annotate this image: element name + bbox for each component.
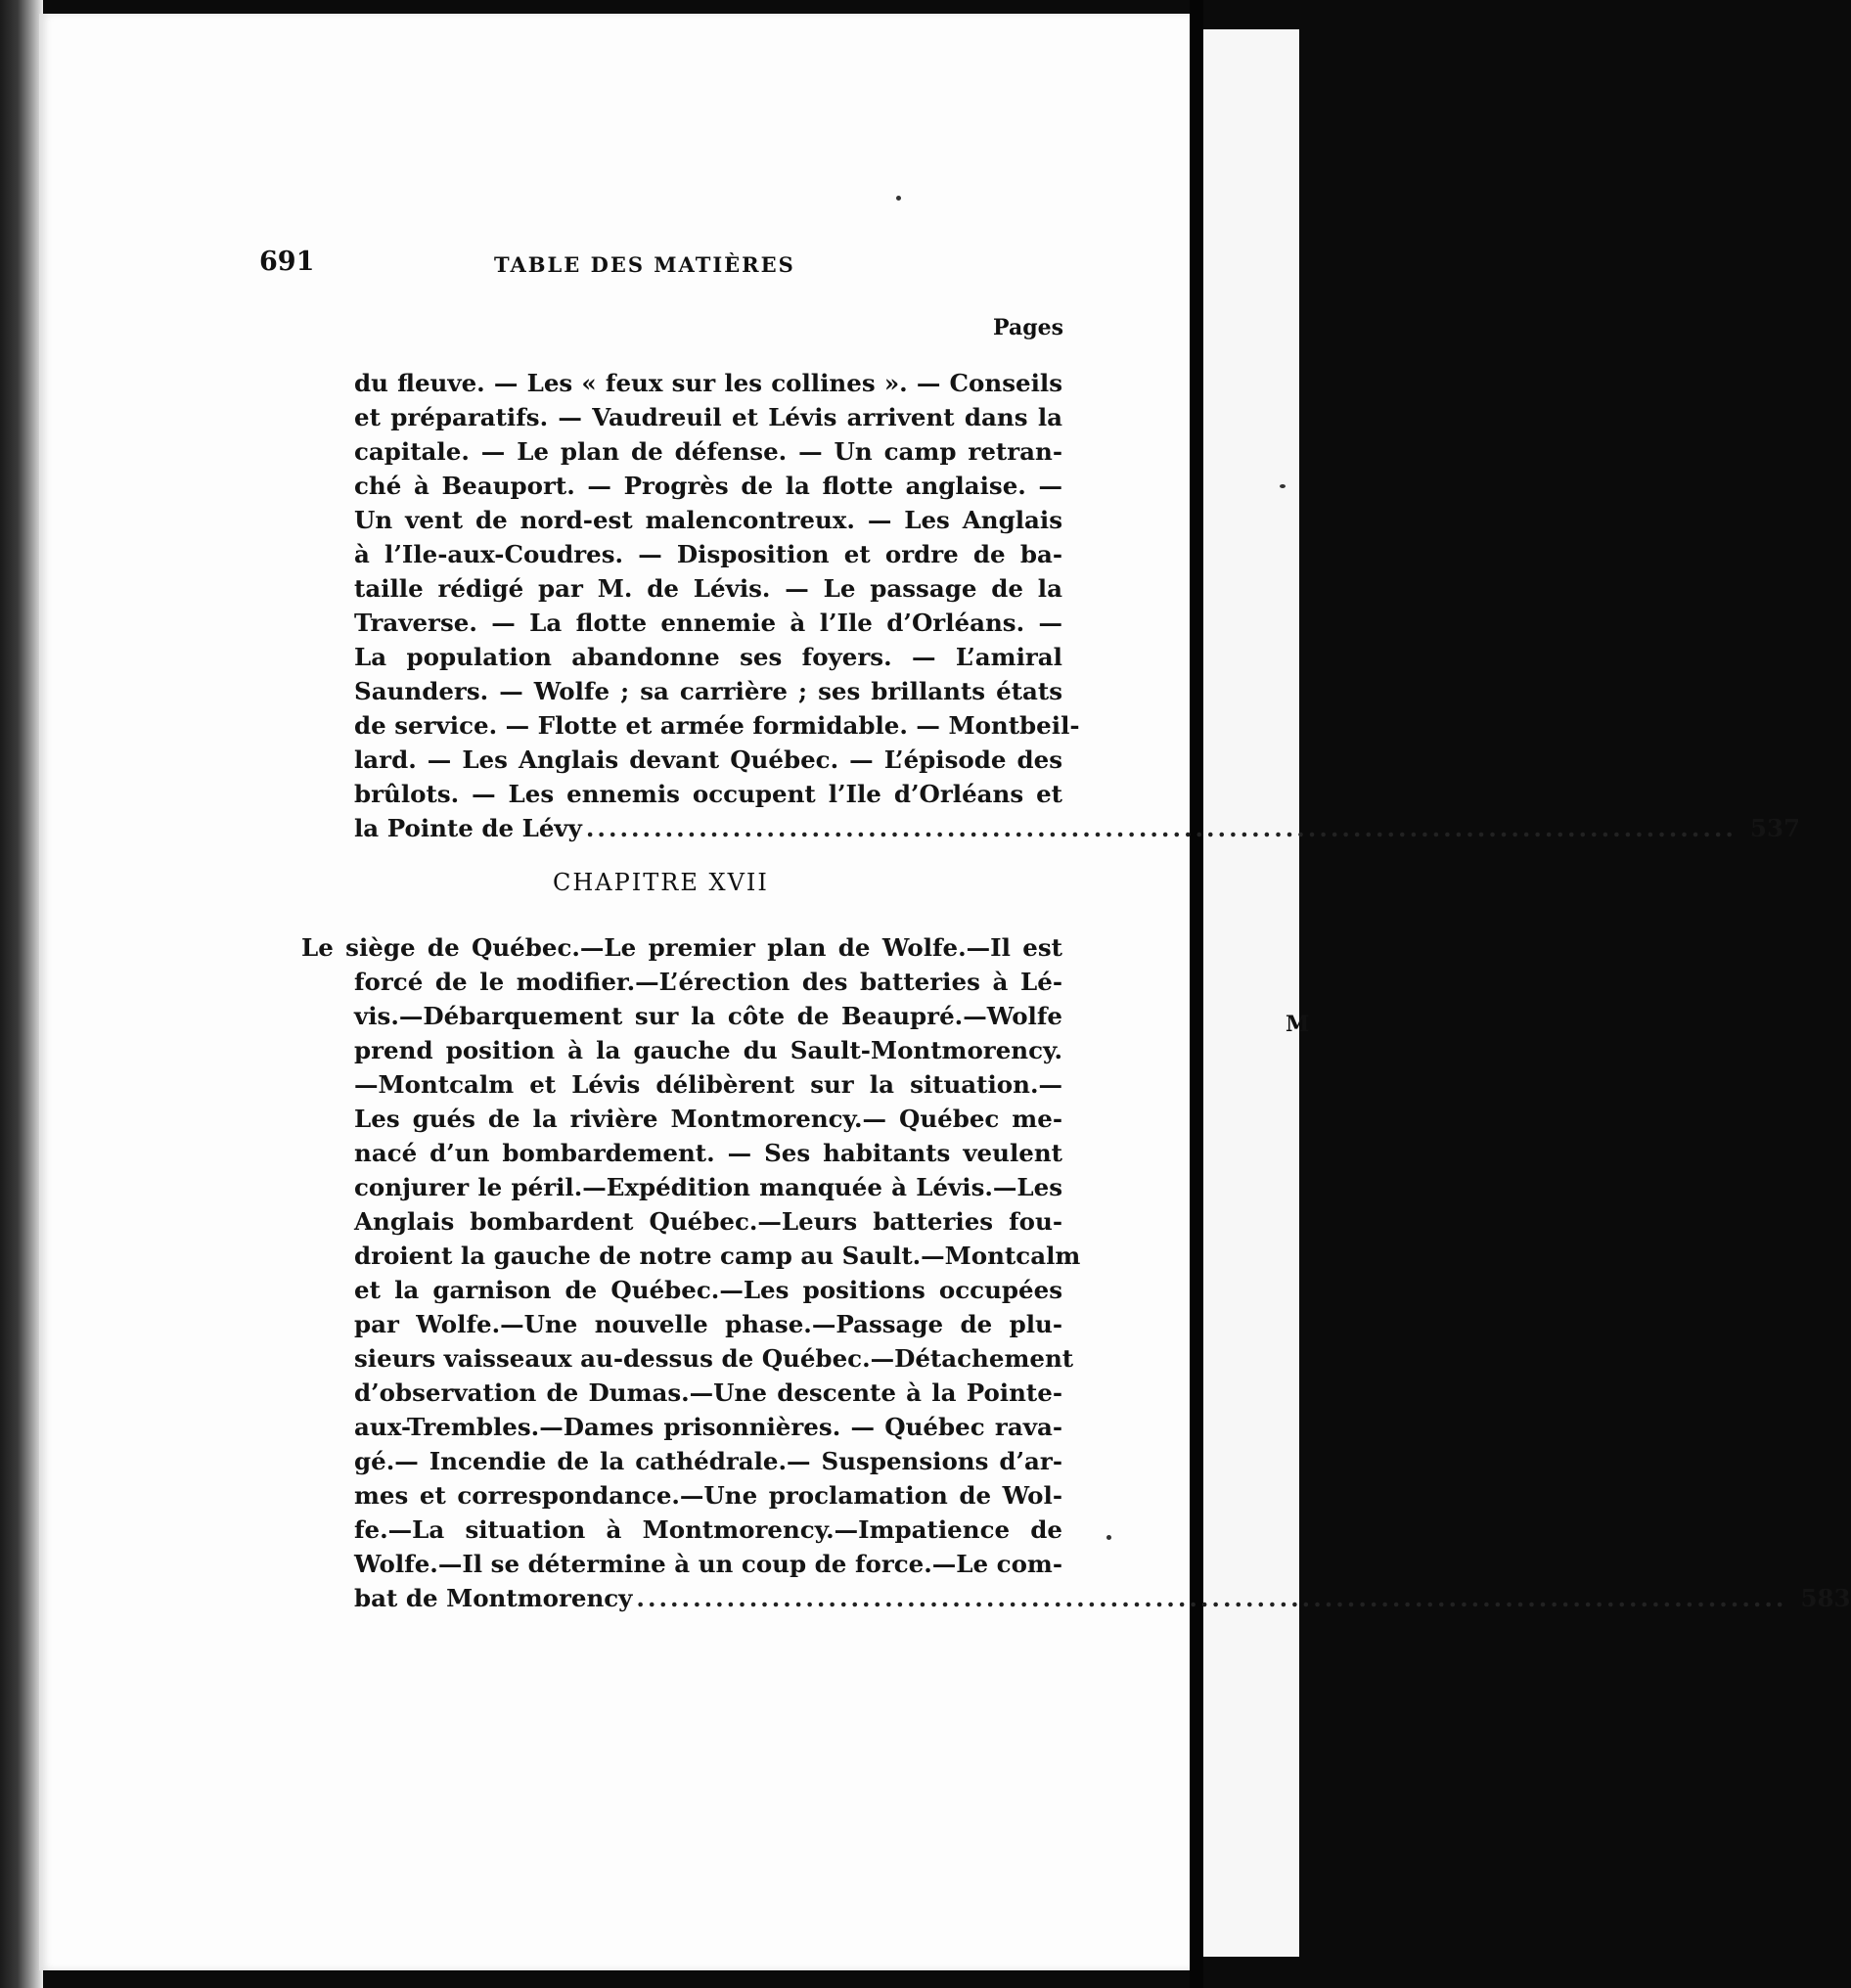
dot-leader: ...................................................................................................... [585, 814, 1737, 842]
page-number: 691 [259, 247, 315, 277]
entry-line: ché à Beauport. — Progrès de la flotte anglaise. — [354, 472, 1062, 500]
entry-line: mes et correspondance.—Une proclamation de Wol- [354, 1481, 1062, 1510]
entry-line: —Montcalm et Lévis délibèrent sur la situation.— [354, 1070, 1062, 1099]
dot-leader: ...................................................................................................... [636, 1584, 1787, 1612]
entry-line: La population abandonne ses foyers. — L’amiral [354, 643, 1062, 671]
entry-line: taille rédigé par M. de Lévis. — Le passage de la [354, 574, 1062, 603]
entry-line: Wolfe.—Il se détermine à un coup de force.—Le com- [354, 1550, 1062, 1578]
toc-entry-chapter-xvii-body [354, 965, 1851, 1615]
print-speck [896, 196, 901, 201]
entry-page-number: 583 [1800, 1584, 1851, 1612]
facing-page [1203, 29, 1310, 1957]
page-header [0, 247, 1299, 286]
entry-line: d’observation de Dumas.—Une descente à la Pointe- [354, 1378, 1062, 1407]
facing-page-letter: M [1286, 1012, 1310, 1037]
entry-line: Saunders. — Wolfe ; sa carrière ; ses brillants états [354, 677, 1062, 705]
entry-line: par Wolfe.—Une nouvelle phase.—Passage de plu- [354, 1310, 1062, 1338]
pages-column-label: Pages [993, 315, 1063, 340]
entry-line: à l’Ile-aux-Coudres. — Disposition et ordre de ba- [354, 540, 1062, 568]
entry-line: de service. — Flotte et armée formidable. — Montbeil- [354, 711, 1080, 740]
entry-line: Anglais bombardent Québec.—Leurs batteries fou- [354, 1207, 1062, 1236]
entry-line: et préparatifs. — Vaudreuil et Lévis arrivent dans la [354, 403, 1062, 431]
entry-line: capitale. — Le plan de défense. — Un camp retran- [354, 437, 1062, 466]
entry-line: bat de Montmorency [354, 1584, 633, 1612]
entry-line: fe.—La situation à Montmorency.—Impatience de [354, 1515, 1062, 1544]
entry-first-line: Le siège de Québec.—Le premier plan de Wolfe.—Il est [301, 933, 1062, 962]
entry-line: droient la gauche de notre camp au Sault.—Montcalm [354, 1242, 1081, 1270]
entry-line: du fleuve. — Les « feux sur les collines ». — Conseils [354, 369, 1062, 397]
entry-line: vis.—Débarquement sur la côte de Beaupré.—Wolfe [354, 1002, 1062, 1030]
book-binding-edge [0, 0, 43, 1988]
entry-line: la Pointe de Lévy [354, 814, 582, 842]
chapter-heading: CHAPITRE XVII [553, 869, 769, 896]
entry-line: gé.— Incendie de la cathédrale.— Suspensions d’ar- [354, 1447, 1062, 1475]
entry-line: Un vent de nord-est malencontreux. — Les Anglais [354, 506, 1062, 534]
entry-line: Traverse. — La flotte ennemie à l’Ile d’Orléans. — [354, 609, 1062, 637]
entry-line: forcé de le modifier.—L’érection des batteries à Lé- [354, 968, 1062, 996]
entry-line: nacé d’un bombardement. — Ses habitants veulent [354, 1139, 1062, 1167]
page-gutter [1190, 0, 1203, 1988]
entry-line: aux-Trembles.—Dames prisonnières. — Québec rava- [354, 1413, 1062, 1441]
entry-last-line [354, 1581, 1851, 1615]
entry-line: sieurs vaisseaux au-dessus de Québec.—Détachement [354, 1344, 1074, 1373]
entry-line: et la garnison de Québec.—Les positions occupées [354, 1276, 1062, 1304]
entry-line: prend position à la gauche du Sault-Montmorency. [354, 1036, 1062, 1064]
entry-line: conjurer le péril.—Expédition manquée à Lévis.—Les [354, 1173, 1062, 1201]
entry-line: brûlots. — Les ennemis occupent l’Ile d’Orléans et [354, 780, 1062, 808]
entry-line: lard. — Les Anglais devant Québec. — L’épisode des [354, 746, 1062, 774]
toc-entry-continued [354, 366, 1801, 845]
print-speck [1280, 484, 1286, 488]
toc-entry-chapter-xvii [301, 930, 1062, 965]
entry-page-number: 537 [1749, 814, 1801, 842]
entry-line: Les gués de la rivière Montmorency.— Québec me- [354, 1105, 1062, 1133]
print-speck [1106, 1535, 1111, 1540]
running-title: TABLE DES MATIÈRES [494, 252, 795, 277]
entry-last-line [354, 811, 1801, 845]
